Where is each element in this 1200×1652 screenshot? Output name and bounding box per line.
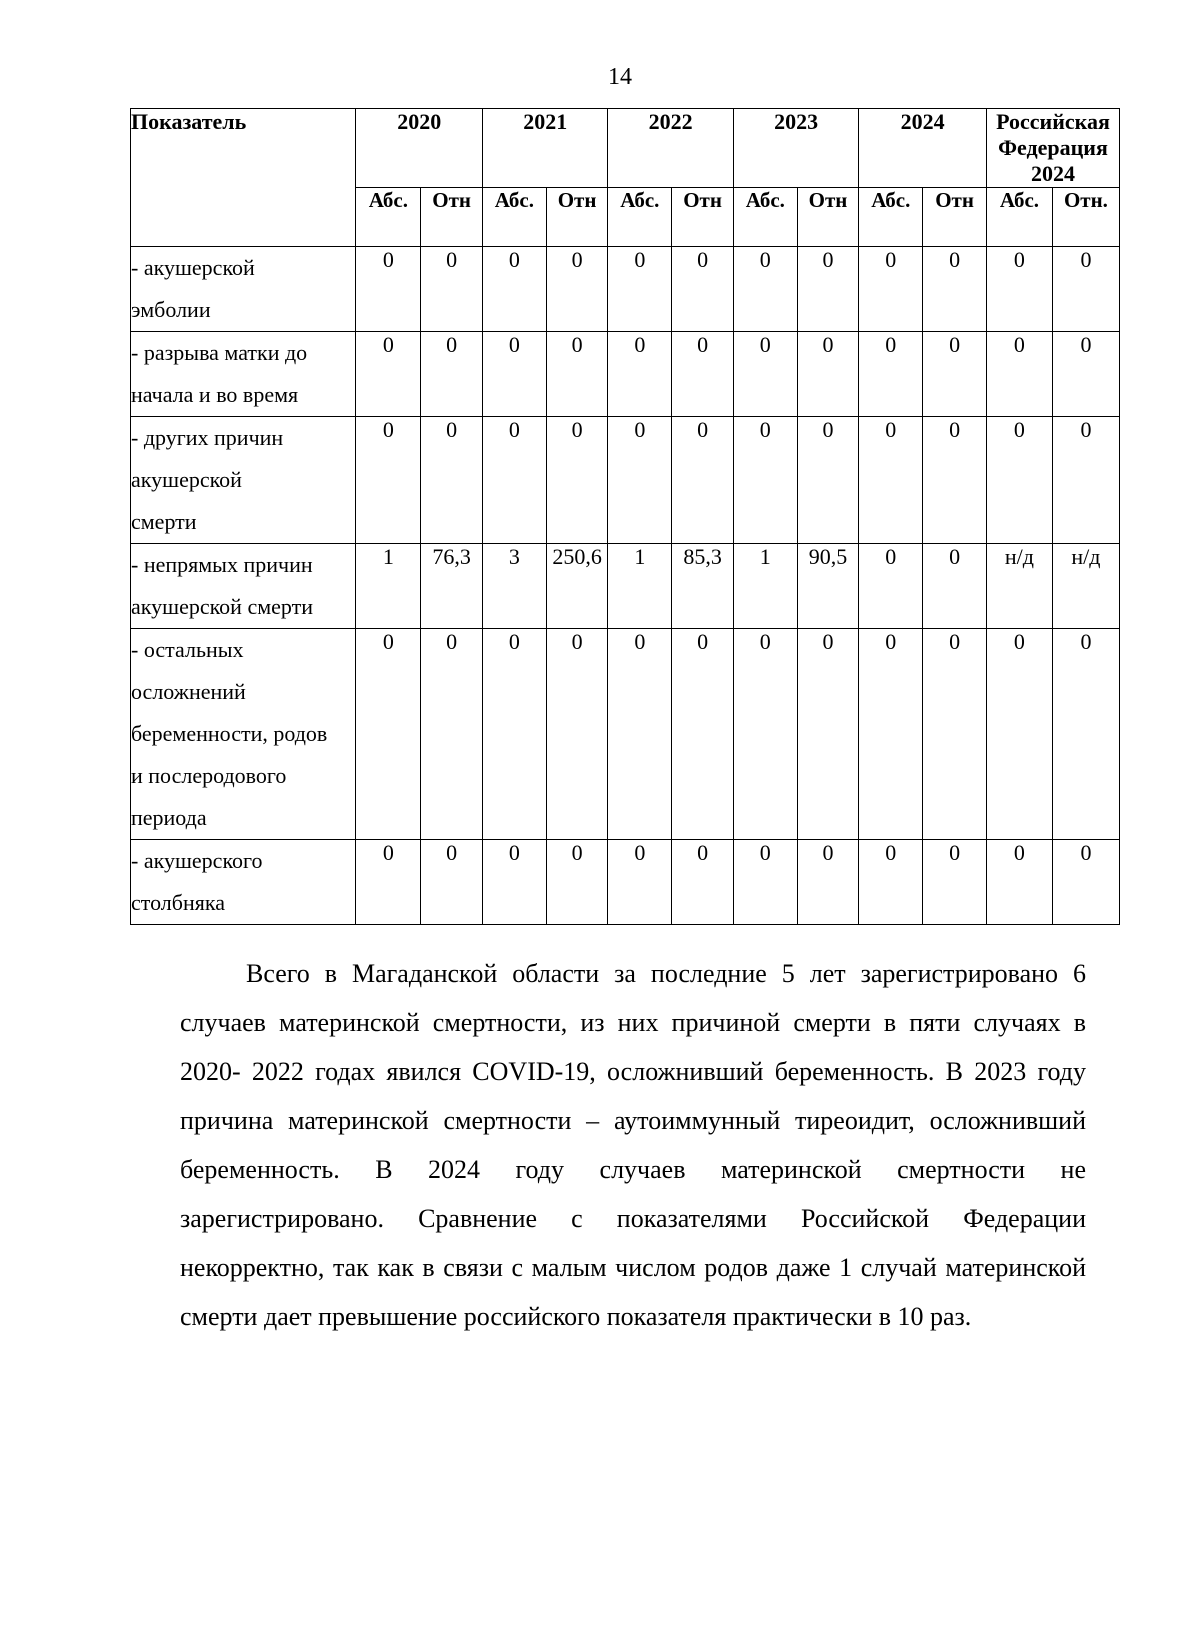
- row-label: [131, 544, 356, 629]
- table-cell: 0: [482, 840, 546, 925]
- table-cell: 0: [672, 247, 734, 332]
- row-label-line: - разрыва матки до: [131, 340, 308, 365]
- year-header: 2024: [859, 109, 987, 188]
- rf-header-line: 2024: [1030, 161, 1075, 186]
- table-cell: 0: [859, 840, 923, 925]
- subheader-abs: Абс.: [986, 188, 1052, 247]
- table-row: [131, 247, 1120, 332]
- table-cell: 0: [356, 247, 421, 332]
- table-cell: 0: [546, 247, 608, 332]
- table-cell: 0: [546, 840, 608, 925]
- table-cell: 0: [923, 332, 987, 417]
- year-header: 2023: [733, 109, 858, 188]
- table-cell: 0: [672, 840, 734, 925]
- year-header: 2021: [482, 109, 607, 188]
- subheader-otn: Отн: [421, 188, 483, 247]
- table-cell: 0: [797, 332, 859, 417]
- subheader-otn: Отн: [546, 188, 608, 247]
- row-label-line: столбняка: [131, 890, 225, 915]
- table-cell: 0: [608, 332, 672, 417]
- table-cell: 0: [1052, 840, 1119, 925]
- subheader-abs: Абс.: [859, 188, 923, 247]
- table-row: [131, 417, 1120, 544]
- table-cell: 0: [546, 332, 608, 417]
- subheader-abs: Абс.: [356, 188, 421, 247]
- table-cell: 0: [859, 544, 923, 629]
- table-cell: 0: [797, 247, 859, 332]
- row-label: [131, 417, 356, 544]
- row-label-line: смерти: [131, 509, 197, 534]
- row-label: [131, 247, 356, 332]
- table-cell: 0: [608, 417, 672, 544]
- table-cell: 0: [421, 332, 483, 417]
- table-cell: 76,3: [421, 544, 483, 629]
- table-cell: 0: [733, 840, 797, 925]
- row-label-line: периода: [131, 805, 207, 830]
- table-cell: 0: [672, 332, 734, 417]
- table-cell: 0: [797, 417, 859, 544]
- table-cell: 0: [546, 417, 608, 544]
- row-label-line: - акушерского: [131, 848, 263, 873]
- row-label-line: - остальных: [131, 637, 244, 662]
- row-label-line: - акушерской: [131, 255, 255, 280]
- row-label-line: осложнений: [131, 679, 246, 704]
- table-cell: 0: [608, 247, 672, 332]
- table-cell: 3: [482, 544, 546, 629]
- table-cell: 0: [672, 417, 734, 544]
- table-cell: 0: [1052, 629, 1119, 840]
- table-cell: 0: [421, 247, 483, 332]
- table-cell: 0: [1052, 332, 1119, 417]
- row-label-line: начала и во время: [131, 382, 299, 407]
- table-cell: 0: [733, 332, 797, 417]
- row-label-line: - других причин: [131, 425, 284, 450]
- table-cell: 0: [482, 417, 546, 544]
- table-cell: 0: [672, 629, 734, 840]
- table-cell: н/д: [1052, 544, 1119, 629]
- table-row: [131, 332, 1120, 417]
- table-cell: 0: [608, 629, 672, 840]
- table-cell: 0: [797, 840, 859, 925]
- row-label-line: - непрямых причин: [131, 552, 313, 577]
- table-cell: 85,3: [672, 544, 734, 629]
- table-cell: 0: [733, 417, 797, 544]
- table-cell: 0: [986, 417, 1052, 544]
- row-label: [131, 840, 356, 925]
- row-label: [131, 629, 356, 840]
- table-cell: 0: [356, 332, 421, 417]
- table-cell: 0: [859, 417, 923, 544]
- table-cell: 0: [986, 247, 1052, 332]
- table-cell: 0: [356, 629, 421, 840]
- table-cell: 0: [923, 629, 987, 840]
- table-cell: 0: [1052, 247, 1119, 332]
- table-cell: 0: [356, 840, 421, 925]
- table-cell: 0: [733, 629, 797, 840]
- russian-federation-header: [986, 109, 1119, 188]
- subheader-otn: Отн.: [1052, 188, 1119, 247]
- subheader-otn: Отн: [797, 188, 859, 247]
- table-cell: 1: [608, 544, 672, 629]
- table-cell: 0: [986, 332, 1052, 417]
- table-cell: 0: [923, 840, 987, 925]
- table-cell: 0: [923, 417, 987, 544]
- table-cell: 0: [986, 840, 1052, 925]
- year-header: 2022: [608, 109, 733, 188]
- table-cell: 0: [923, 247, 987, 332]
- subheader-otn: Отн: [672, 188, 734, 247]
- rf-header-line: Федерация: [998, 135, 1108, 160]
- page-number: 14: [608, 64, 632, 90]
- subheader-otn: Отн: [923, 188, 987, 247]
- table-cell: н/д: [986, 544, 1052, 629]
- table-cell: 0: [923, 544, 987, 629]
- table-cell: 0: [797, 629, 859, 840]
- maternal-mortality-table: [130, 108, 1120, 925]
- table-cell: 0: [482, 247, 546, 332]
- table-cell: 0: [1052, 417, 1119, 544]
- table-cell: 0: [859, 247, 923, 332]
- table-row: [131, 544, 1120, 629]
- table-cell: 1: [733, 544, 797, 629]
- row-label-line: акушерской смерти: [131, 594, 314, 619]
- subheader-abs: Абс.: [482, 188, 546, 247]
- table-row: [131, 840, 1120, 925]
- table-cell: 90,5: [797, 544, 859, 629]
- table-cell: 0: [482, 629, 546, 840]
- table-cell: 0: [421, 417, 483, 544]
- table-cell: 0: [859, 629, 923, 840]
- year-header: 2020: [356, 109, 483, 188]
- subheader-abs: Абс.: [608, 188, 672, 247]
- table-cell: 0: [356, 417, 421, 544]
- row-label-line: и послеродового: [131, 763, 287, 788]
- table-cell: 0: [546, 629, 608, 840]
- table-cell: 0: [421, 629, 483, 840]
- table-cell: 1: [356, 544, 421, 629]
- table-cell: 0: [733, 247, 797, 332]
- row-label-line: эмболии: [131, 297, 211, 322]
- table-cell: 0: [482, 332, 546, 417]
- table-cell: 0: [608, 840, 672, 925]
- table-row: [131, 629, 1120, 840]
- column-header-indicator: Показатель: [131, 109, 356, 247]
- summary-paragraph: Всего в Магаданской области за последние 5 лет зарегистрировано 6 случаев материнской смертности, из них причиной смерти в пяти случаях в 2020- 2022 годах явился COVID-19, осложнивший беременность. В 2023 году причина материнской смертности – аутоиммунный тиреоидит, осложнивший беременность. В 2024 году случаев материнской смертности не зарегистрировано. Сравнение с показателями Российской Федерации некорректно, так как в связи с малым числом родов даже 1 случай материнской смерти дает превышение российского показателя практически в 10 раз.: [180, 959, 1086, 1331]
- row-label-line: акушерской: [131, 467, 242, 492]
- rf-header-line: Российская: [996, 109, 1110, 134]
- row-label: [131, 332, 356, 417]
- table-cell: 0: [986, 629, 1052, 840]
- table-cell: 0: [421, 840, 483, 925]
- row-label-line: беременности, родов: [131, 721, 328, 746]
- subheader-abs: Абс.: [733, 188, 797, 247]
- table-cell: 0: [859, 332, 923, 417]
- table-cell: 250,6: [546, 544, 608, 629]
